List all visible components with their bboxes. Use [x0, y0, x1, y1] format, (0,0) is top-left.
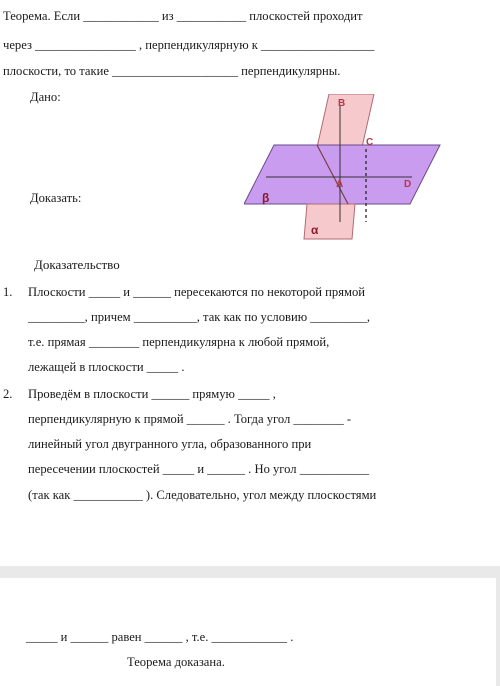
worksheet-page-2 [0, 578, 496, 686]
given-label: Дано: [30, 90, 61, 104]
label-alpha: α [311, 223, 319, 237]
prove-label: Доказать: [30, 191, 82, 205]
worksheet-page-1: Теорема. Если ____________ из ___________ плоскостей проходит через ________________ , перпендикулярную к __________________ плоскости, то такие ____________________ перпендикулярны. Дано: Доказать: B C A D β α Доказательство 1. Плоскости _____ и ______ пересекаются по некоторой прямой _________, причем __________, так как по условию _________, т.е. прямая ________ перпендикулярна к любой прямой, лежащей в плоскости _____ . 2. Проведём в плоскости ______ прямую _____ , перпендикулярную к прямой ______ . Тогда угол ________ - линейный угол двугранного угла, образованного при пересечении плоскостей _____ и ______ . Но угол ___________ (так как ___________ ). Следовательно, угол между плоскостями [0, 0, 500, 566]
label-c: C [366, 137, 374, 148]
step-number-1: 1. [3, 285, 13, 299]
label-b: B [338, 98, 346, 109]
conclusion-line-2: Теорема доказана. [127, 655, 225, 669]
theorem-text-1: Теорема. Если ____________ из ___________ плоскостей проходит [3, 9, 363, 23]
label-d: D [404, 179, 412, 190]
proof-title: Доказательство [34, 257, 120, 272]
planes-figure [244, 94, 444, 242]
theorem-text-2: через ________________ , перпендикулярную к __________________ [3, 38, 375, 52]
conclusion-line-1: _____ и ______ равен ______ , т.е. ____________ . [26, 630, 294, 644]
beta-plane [244, 145, 440, 204]
label-beta: β [262, 191, 270, 205]
theorem-text-3: плоскости, то такие ____________________ перпендикулярны. [3, 64, 341, 78]
step-number-2: 2. [3, 387, 13, 401]
label-a: A [336, 179, 344, 190]
